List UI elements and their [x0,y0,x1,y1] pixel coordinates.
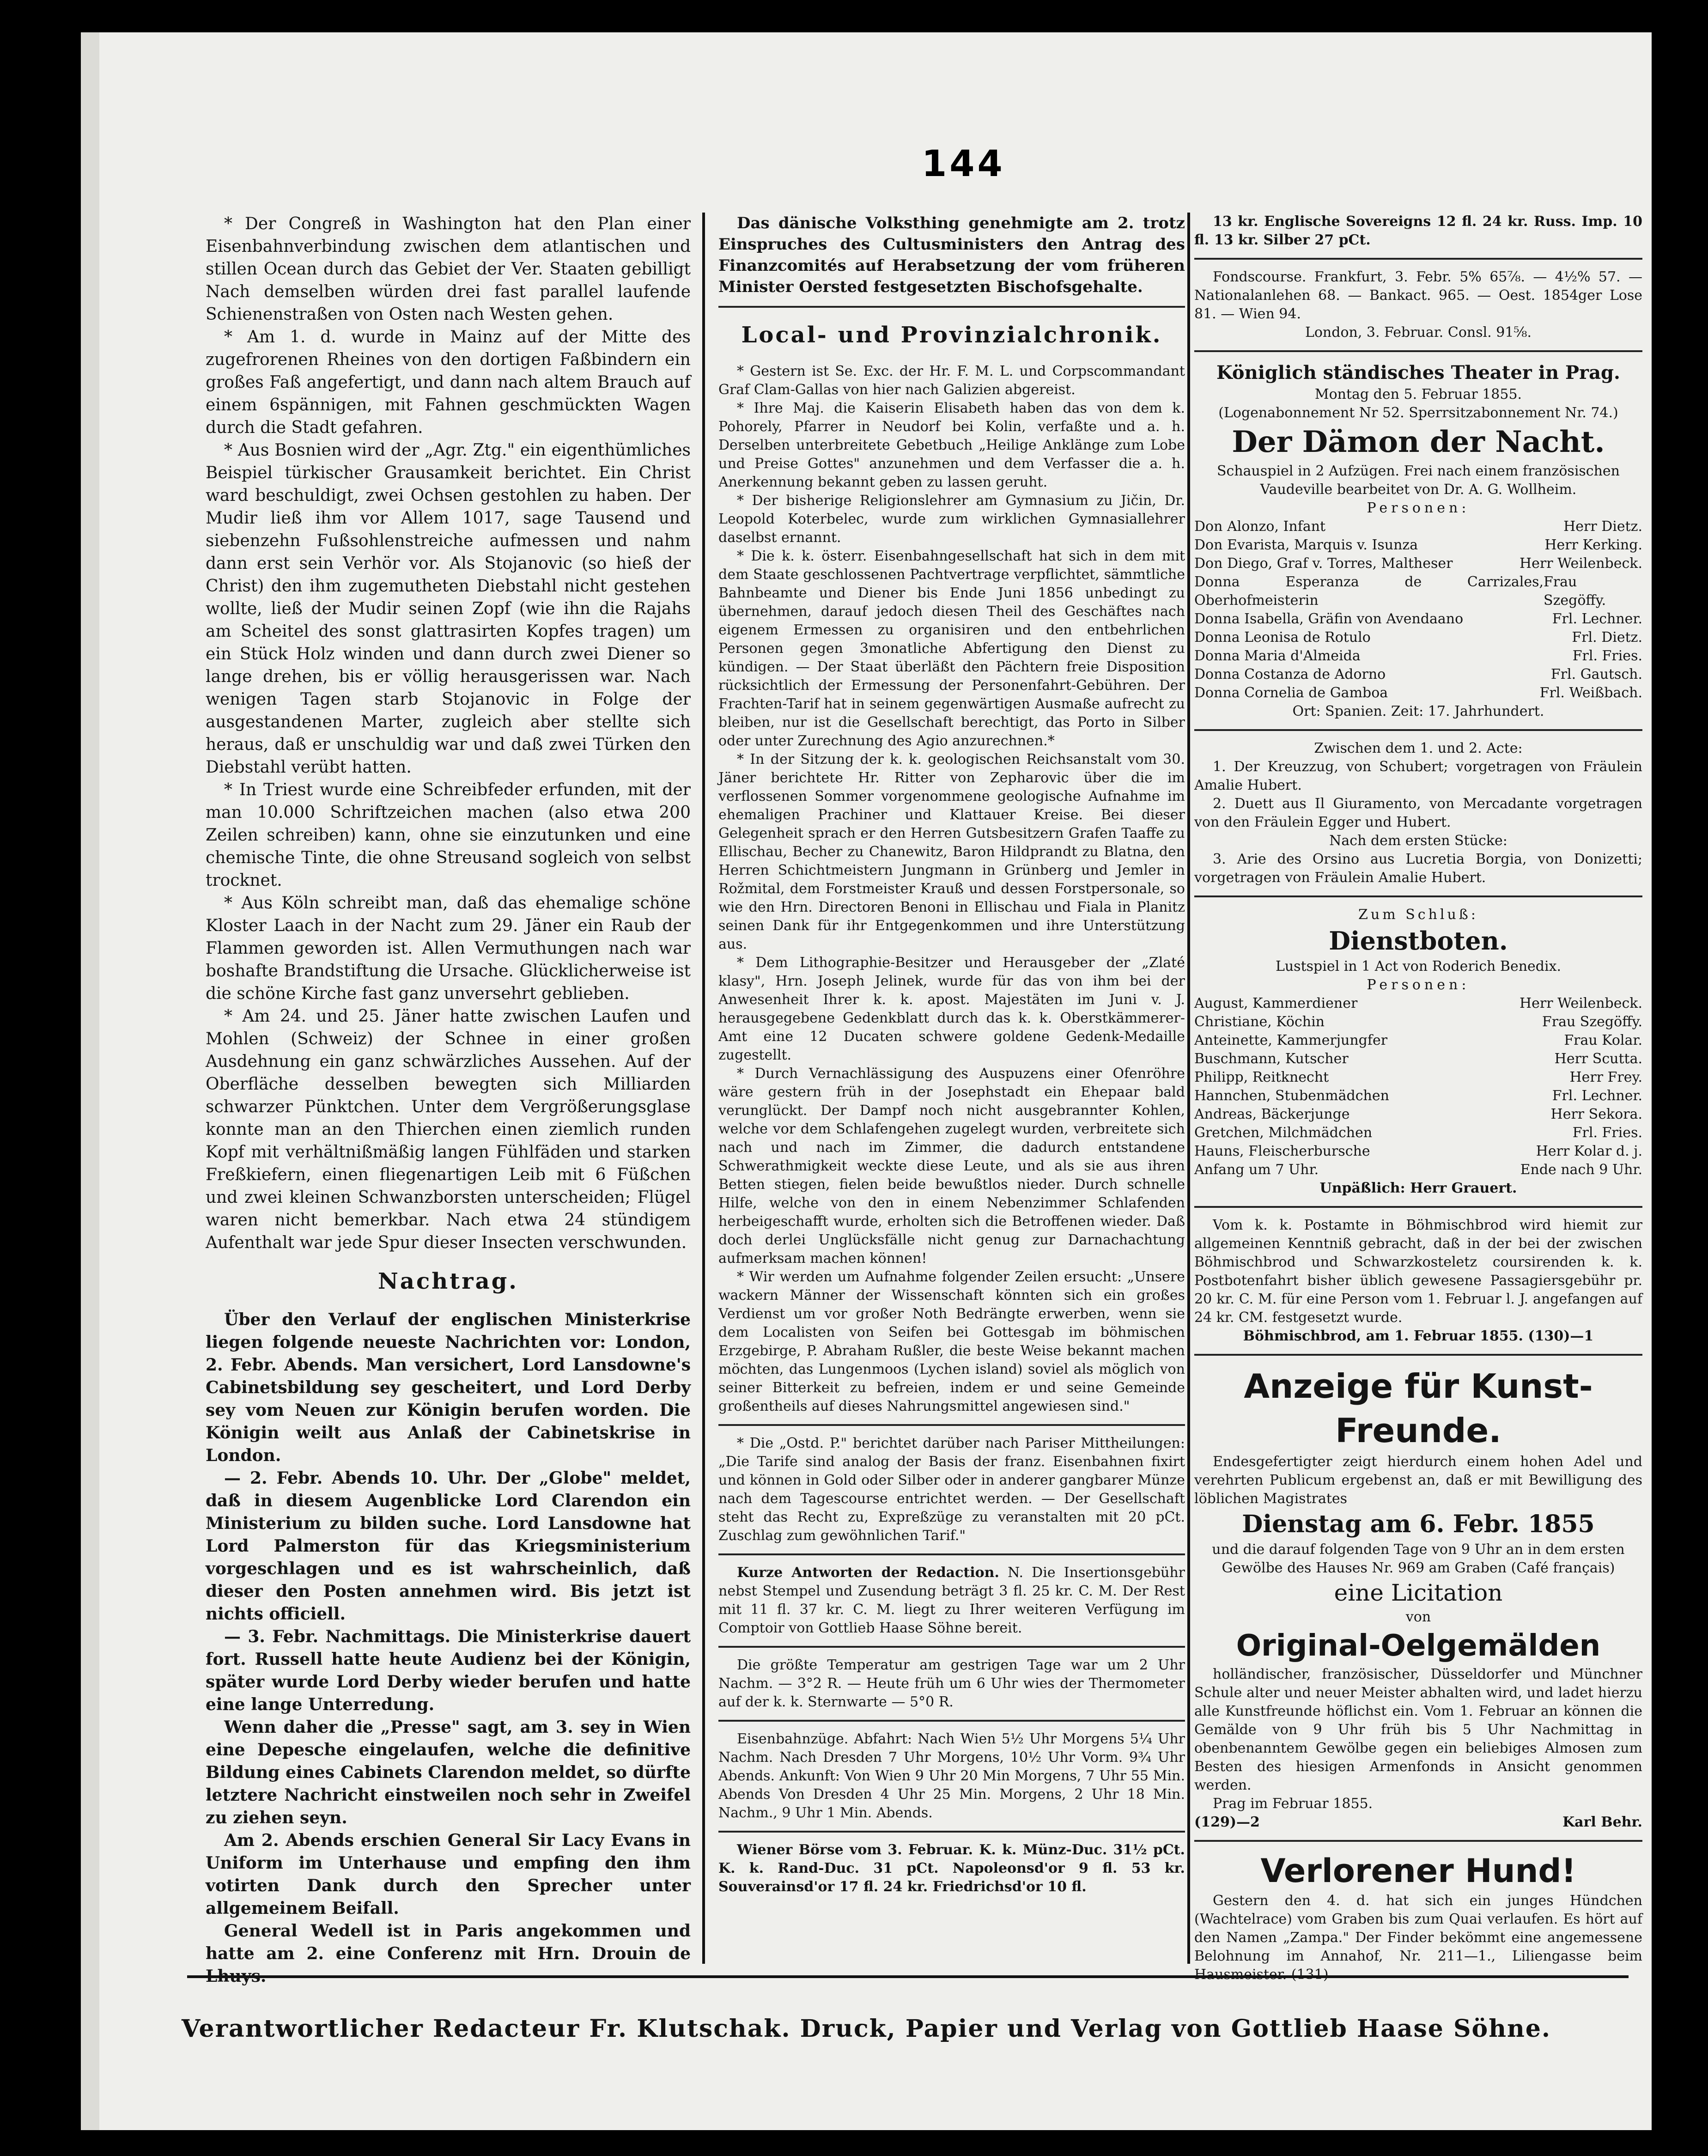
cast-row [1194,1031,1642,1050]
actor: Frl. Dietz. [1572,629,1642,646]
intro-article: Das dänische Volksthing genehmigte am 2. trotz Einspruches des Cultusministers den Antrag des Finanzcomités auf Herabsetzung der vom früheren Minister Oersted festgesetzten Bischofsgehalte. [718,214,1185,296]
cast-row [1194,665,1642,684]
cast-row [1194,628,1642,647]
divider [1194,729,1642,731]
licitation-label: eine Licitation [1334,1579,1503,1606]
cast-row [1194,518,1642,536]
divider [1194,1206,1642,1208]
art-auction-location: und die darauf folgenden Tage von 9 Uhr an in dem ersten Gewölbe des Hauses Nr. 969 am Graben (Café français) [1212,1541,1625,1576]
role: Donna Cornelia de Gamboa [1194,685,1388,701]
column-3 [1194,213,1642,1984]
setting: Ort: Spanien. Zeit: 17. Jahrhundert. [1292,703,1544,719]
cast-row [1194,1161,1642,1179]
cast-row [1194,1050,1642,1068]
divider [1194,350,1642,352]
actor: Herr Weilenbeck. [1519,995,1642,1011]
art-auction-place: Prag im Februar 1855. [1213,1796,1373,1812]
newspaper-page [81,32,1652,2130]
article: * Am 24. und 25. Jäner hatte zwischen Laufen und Mohlen (Schweiz) der Schnee in einer großen Ausdehnung ein ganz schwärzliches Aussehen. Auf der Oberfläche desselben bewegten sich Milliarden schwarzer Pünktchen. Unter dem Vergrößerungsglase konnte man an den Thierchen einen ziemlich runden Kopf mit verhältnißmäßig langen Fühlfäden und starken Freßkiefern, einen fliegenartigen Leib mit 6 Füßchen und zwei kleinen Schwanzborsten unterscheiden; Flügel waren nicht bemerkbar. Nach etwa 24 stündigem Aufenthalt war jede Spur dieser Insecten verschwunden. [206,1007,691,1252]
lost-dog-heading: Verlorener Hund! [1260,1852,1576,1890]
nachtrag-paragraph: Über den Verlauf der englischen Ministerkrise liegen folgende neueste Nachrichten vor: London, 2. Febr. Abends. Man versichert, Lord Lansdowne's Cabinetsbildung sey gescheitert, und Lord Derby sey vom Neuen zur Königin berufen worden. Die Königin weilt aus Anlaß der Cabinetskrise in London. [206,1310,691,1465]
role: Gretchen, Milchmädchen [1194,1125,1373,1141]
role: Don Alonzo, Infant [1194,518,1326,535]
cast-list-2 [1194,994,1642,1179]
nachtrag-paragraph: — 2. Febr. Abends 10. Uhr. Der „Globe" meldet, daß in diesem Augenblicke Lord Clarendon ein Ministerium zu bilden suche. Lord Lansdowne hat Lord Palmerston für das Kriegsministerium vorgeschlagen und es ist wahrscheinlich, daß dieser den Posten annehmen wird. Bis jetzt ist nichts officiell. [206,1468,691,1624]
article: * In der Sitzung der k. k. geologischen Reichsanstalt vom 30. Jäner berichtete Hr. Ritter von Zepharovic über die im verflossenen Sommer vorgenommene geologische Aufnahme im ehemaligen Prachiner und Klattauer Kreise. Bei dieser Gelegenheit sprach er den Herren Gutsbesitzern Grafen Taaffe zu Ellischau, Becher zu Chanewitz, Baron Hildprandt zu Blatna, den Herren Schichtmeistern Jungmann in Grünberg und Jemler in Rožmital, dem Forstmeister Krauß und dessen Forstpersonale, so wie den Hrn. Directoren Benoni in Ellischau und Fiala in Planitz seinen Dank für ihr Entgegenkommen und ihre Unterstützung aus. [718,751,1185,952]
divider [718,306,1185,308]
interlude-item: 2. Duett aus Il Giuramento, von Mercadante vorgetragen von den Fräulein Egger und Hubert. [1194,796,1642,830]
article: * Aus Bosnien wird der „Agr. Ztg." ein eigenthümliches Beispiel türkischer Grausamkeit berichtet. Ein Christ ward beschuldigt, zwei Ochsen gestohlen zu haben. Der Mudir ließ ihm vor Allem 1017, sage Tausend und siebenzehn Fußsohlenstreiche aufmessen und nahm dann erst sein Verhör vor. Als Stojanovic (so hieß der Christ) den ihm zugemutheten Diebstahl nicht gestehen wollte, ließ der Mudir seinen Zopf (wie ihn die Rajahs am Scheitel des sonst glattrasirten Kopfes tragen) um ein Stück Holz winden und dann durch zwei Diener so lange drehen, bis er völlig herausgerissen war. Nach wenigen Tagen starb Stojanovic in Folge der ausgestandenen Marter, zugleich aber stellte sich heraus, daß er unschuldig war und daß zwei Türken den Diebstahl verübt hatten. [206,441,691,777]
theater-subscription: (Logenabonnement Nr 52. Sperrsitzabonnement Nr. 74.) [1218,405,1618,421]
cast-row [1194,1142,1642,1161]
cast-row [1194,573,1642,610]
theater-heading: Königlich ständisches Theater in Prag. [1216,362,1620,384]
railway-schedule: Eisenbahnzüge. Abfahrt: Nach Wien 5½ Uhr Morgens 5¼ Uhr Nachm. Nach Dresden 7 Uhr Morgens, 10½ Uhr Vorm. 9¾ Uhr Abends. Ankunft: Von Wien 9 Uhr 20 Min Morgens, 7 Uhr 55 Min. Abends Von Dresden 4 Uhr 25 Min. Morgens, 2 Uhr 18 Min. Nachm., 9 Uhr 1 Min. Abends. [718,1731,1185,1821]
article: * Gestern ist Se. Exc. der Hr. F. M. L. und Corpscommandant Graf Clam-Gallas von hier nach Galizien abgereist. [718,363,1185,398]
divider [1194,258,1642,260]
scan-edge [81,32,99,2130]
oil-paintings-heading: Original-Oelgemälden [1236,1629,1601,1663]
cast-row [1194,994,1642,1013]
cast-row [1194,610,1642,628]
page-number: 144 [922,143,1005,185]
cast-row [1194,1105,1642,1124]
redaction-heading: Kurze Antworten der Redaction. [737,1565,999,1581]
cast-row [1194,1124,1642,1142]
actor: Herr Sekora. [1550,1106,1642,1122]
role: Christiane, Köchin [1194,1014,1325,1030]
column-2 [718,213,1185,1896]
cast-label: Personen: [1367,500,1470,516]
redaction-text: N. Die Insertionsgebühr nebst Stempel und Zusendung beträgt 3 fl. 25 kr. C. M. Der Rest mit 11 fl. 37 kr. C. M. liegt zu Ihrer weiteren Verfügung im Comptoir von Gottlieb Haase Söhne bereit. [718,1565,1185,1636]
role: August, Kammerdiener [1194,995,1358,1011]
article: * Durch Vernachlässigung des Auspuzens einer Ofenröhre wäre gestern früh in der Josephstadt ein Ehepaar bald verunglückt. Der Dampf noch nicht ausgebrannter Kohlen, welche vor dem Schlafengehen zugelegt wurden, verbreitete sich nach und nach im Zimmer, die dadurch entstandene Schwerathmigkeit weckte diese Leute, und als sie aus ihren Betten stiegen, fielen beide bewußtlos nieder. Durch schnelle Hilfe, welche von den in einem Nebenzimmer Schlafenden herbeigeschafft wurde, erholten sich die Betroffenen wieder. Daß doch derlei Unglücksfälle nicht genug zur Darnachachtung aufmerksam machen können! [718,1066,1185,1267]
divider [1194,895,1642,897]
play2-title: Dienstboten. [1329,926,1508,956]
nachtrag-paragraph: Am 2. Abends erschien General Sir Lacy Evans in Uniform im Unterhause und empfing den ihm votirten Dank durch den Sprecher unter allgemeinem Beifall. [206,1831,691,1918]
nachtrag-heading: Nachtrag. [378,1268,518,1294]
cast-row [1194,647,1642,665]
art-auction-signature [1194,1813,1642,1832]
cast-row [1194,1068,1642,1087]
role: Don Evarista, Marquis v. Isunza [1194,537,1418,553]
role: Philipp, Reitknecht [1194,1069,1329,1085]
london-courses: London, 3. Februar. Consl. 91⅝. [1305,324,1532,341]
cast-row [1194,536,1642,554]
column-rule-2 [1187,213,1190,1964]
role: Buschmann, Kutscher [1194,1051,1349,1067]
divider [718,1553,1185,1555]
role: Don Diego, Graf v. Torres, Maltheser [1194,555,1453,572]
article: * Ihre Maj. die Kaiserin Elisabeth haben das von dem k. Pohorely, Pfarrer in Neudorf bei Kolin, verfaßte und a. h. Derselben unterbreitete Gebetbuch „Heilige Anklänge zum Lobe und Preise Gottes" anzunehmen und dem Verfasser die a. h. Anerkennung bekannt geben zu lassen geruht. [718,400,1185,490]
interlude-item: Nach dem ersten Stücke: [1329,833,1507,849]
article: * Am 1. d. wurde in Mainz auf der Mitte des zugefrorenen Rheines von den dortigen Faßbindern ein großes Faß angefertigt, und dann nach altem Brauch auf einem 6spännigen, mit Fahnen geschmückten Wagen durch die Stadt gefahren. [206,328,691,437]
theater-date: Montag den 5. Februar 1855. [1314,386,1522,402]
actor: Frl. Lechner. [1552,611,1642,627]
interlude-item: 3. Arie des Orsino aus Lucretia Borgia, von Donizetti; vorgetragen von Fräulein Amalie Hubert. [1194,851,1642,886]
post-office-signature: Böhmischbrod, am 1. Februar 1855. (130)—1 [1243,1328,1594,1344]
role: Donna Leonisa de Rotulo [1194,629,1371,646]
indisposed-note: Unpäßlich: Herr Grauert. [1319,1180,1517,1196]
article: * Die „Ostd. P." berichtet darüber nach Pariser Mittheilungen: „Die Tarife sind analog der Basis der franz. Eisenbahnen fixirt und können in Gold oder Silber oder in anderer gangbarer Münze nach dem Tagescourse entrichtet werden. — Der Gesellschaft steht das Recht zu, Expreßzüge zu veranstalten mit 20 pCt. Zuschlag zum gewöhnlichen Tarif." [718,1435,1185,1544]
actor: Herr Scutta. [1554,1051,1642,1067]
divider [1194,1840,1642,1842]
actor: Herr Dietz. [1563,518,1642,535]
role: Hauns, Fleischerbursche [1194,1143,1370,1159]
stock-exchange: Wiener Börse vom 3. Februar. K. k. Münz-Duc. 31½ pCt. K. k. Rand-Duc. 31 pCt. Napoleonsd'or 9 fl. 53 kr. Souverainsd'or 17 fl. 24 kr. Friedrichsd'or 10 fl. [718,1842,1185,1895]
nachtrag-paragraph: Wenn daher die „Presse" sagt, am 3. sey in Wien eine Depesche eingelaufen, welche die definitive Bildung eines Cabinets Clarendon meldet, so dürfte letztere Nachricht einstweilen noch sehr in Zweifel zu ziehen seyn. [206,1717,691,1827]
local-chronicle-heading: Local- und Provinzialchronik. [741,322,1162,348]
actor: Herr Weilenbeck. [1519,555,1642,572]
actor: Frl. Gautsch. [1550,666,1642,682]
cast-label: Personen: [1367,977,1470,993]
art-auction-details: holländischer, französischer, Düsseldorfer und Münchner Schule alter und neuer Meister abhalten wird, und ladet hierzu alle Kunstfreunde höflichst ein. Vom 1. Februar an können die Gemälde von 9 Uhr früh bis 5 Uhr Nachmittag in obenbenanntem Gewölbe gegen ein beliebiges Almosen zum Besten des hiesigen Armenfonds in Ansicht genommen werden. [1194,1666,1642,1793]
play-subtitle: Schauspiel in 2 Aufzügen. Frei nach einem französischen Vaudeville bearbeitet von Dr. A. G. Wollheim. [1216,463,1620,498]
article: * Dem Lithographie-Besitzer und Herausgeber der „Zlaté klasy", Hrn. Joseph Jelinek, wurde für das von ihm bei der Anwesenheit Ihrer k. k. apost. Majestäten im Juni v. J. herausgegebene Gedenkblatt durch das k. k. Oberstkämmerer-Amt eine 12 Ducaten schwere goldene Gedenk-Medaille zugestellt. [718,955,1185,1063]
actor: Frl. Weißbach. [1539,685,1642,701]
imprint-footer: Verantwortlicher Redacteur Fr. Klutschak. Druck, Papier und Verlag von Gottlieb Haase Söhne. [181,2015,1551,2043]
art-auction-date: Dienstag am 6. Febr. 1855 [1242,1510,1595,1538]
von-label: von [1405,1609,1431,1625]
ad-signer: Karl Behr. [1562,1814,1642,1830]
column-1 [206,213,691,1988]
divider [1194,1354,1642,1356]
interlude-label: Zwischen dem 1. und 2. Acte: [1314,740,1523,756]
ad-number: (129)—2 [1194,1814,1260,1830]
actor: Herr Kolar d. j. [1536,1143,1642,1159]
art-auction-text: Endesgefertigter zeigt hierdurch einem hohen Adel und verehrten Publicum ergebenst an, daß er mit Bewilligung des löblichen Magistrates [1194,1454,1642,1507]
actor: Frau Kolar. [1564,1032,1642,1048]
play-title: Der Dämon der Nacht. [1232,425,1605,459]
end-time: Ende nach 9 Uhr. [1520,1162,1642,1178]
actor: Herr Kerking. [1544,537,1642,553]
play2-subtitle: Lustspiel in 1 Act von Roderich Benedix. [1275,958,1562,974]
role: Donna Maria d'Almeida [1194,648,1361,664]
article: * Aus Köln schreibt man, daß das ehemalige schöne Kloster Laach in der Nacht zum 29. Jäner ein Raub der Flammen geworden ist. Allen Vermuthungen nach war boshafte Brandstiftung die Ursache. Glücklicherweise ist die schöne Kirche fast ganz unversehrt geblieben. [206,894,691,1003]
cast-row [1194,1013,1642,1031]
actor: Frau Szegöffy. [1544,574,1606,609]
art-auction-heading: Anzeige für Kunst-Freunde. [1244,1367,1593,1450]
cast-row [1194,554,1642,573]
divider [718,1646,1185,1648]
divider [718,1720,1185,1722]
role: Donna Isabella, Gräfin von Avendaano [1194,611,1464,627]
role: Donna Esperanza de Carrizales, Oberhofmeisterin [1194,574,1544,609]
fund-courses: Fondscourse. Frankfurt, 3. Febr. 5% 65⅞. — 4½% 57. — Nationalanlehen 68. — Bankact. 965. — Oest. 1854ger Lose 81. — Wien 94. [1194,269,1642,322]
role: Andreas, Bäckerjunge [1194,1106,1350,1122]
article: * Wir werden um Aufnahme folgender Zeilen ersucht: „Unsere wackern Männer der Wissenschaft könnten sich ein großes Verdienst um vor großer Noth Bedrängte erwerben, wenn sie dem Localisten von Seifen bei Gottesgab im böhmischen Erzgebirge, P. Abraham Rußler, die beste Weise bekannt machen möchten, das Lungenmoos (Lychen island) soviel als möglich von seiner Bitterkeit zu befreien, indem er und seine Gemeinde großentheils auf dieses Nahrungsmittel angewiesen sind." [718,1269,1185,1414]
actor: Frl. Fries. [1572,648,1642,664]
finale-label: Zum Schluß: [1358,907,1478,923]
article: * In Triest wurde eine Schreibfeder erfunden, mit der man 10.000 Schriftzeichen machen (also etwa 200 Zeilen schreiben) kann, ohne sie einzutunken und eine chemische Tinte, die ohne Streusand sogleich von selbst trocknet. [206,780,691,890]
role: Donna Costanza de Adorno [1194,666,1386,682]
post-office-notice: Vom k. k. Postamte in Böhmischbrod wird hiemit zur allgemeinen Kenntniß gebracht, daß in der bei der zwischen Böhmischbrod und Schwarzkosteletz coursirenden k. k. Postbotenfahrt bisher üblich gewesene Passagiersgebühr pr. 20 kr. C. M. für eine Person vom 1. Februar l. J. angefangen auf 24 kr. CM. festgesetzt wurde. [1194,1217,1642,1326]
interlude-item: 1. Der Kreuzzug, von Schubert; vorgetragen von Fräulein Amalie Hubert. [1194,759,1642,793]
divider [718,1831,1185,1833]
actor: Frl. Fries. [1572,1125,1642,1141]
stock-exchange-continued: 13 kr. Englische Sovereigns 12 fl. 24 kr. Russ. Imp. 10 fl. 13 kr. Silber 27 pCt. [1194,213,1642,248]
actor: Herr Frey. [1569,1069,1642,1085]
cast-row [1194,1087,1642,1105]
actor: Frl. Lechner. [1552,1088,1642,1104]
nachtrag-paragraph: General Wedell ist in Paris angekommen und hatte am 2. eine Conferenz mit Hrn. Drouin de Lhuys. [206,1921,691,1986]
article: * Die k. k. österr. Eisenbahngesellschaft hat sich in dem mit dem Staate geschlossenen Pachtvertrage verpflichtet, sämmtliche Bahnbeamte und Diener bis Ende Juni 1856 unbedingt zu übernehmen, darauf jedoch diesen Theil des Geschäftes nach eigenem Ermessen zu organisiren und den entbehrlichen Personen gegen 3monatliche Abfertigung den Dienst zu kündigen. — Der Staat überläßt den Pächtern freie Disposition rücksichtlich der Ermessung der Personenfahrt-Gebühren. Der Frachten-Tarif hat in seinem gegenwärtigen Ausmaße aufrecht zu bleiben, nur ist die Gesellschaft berechtigt, das Porto in Silber oder unter Zurechnung des Agio anzurechnen.* [718,548,1185,749]
role: Anteinette, Kammerjungfer [1194,1032,1388,1048]
cast-row [1194,684,1642,702]
column-rule-1 [702,213,705,1964]
cast-list [1194,518,1642,702]
start-time: Anfang um 7 Uhr. [1194,1162,1319,1178]
article: * Der Congreß in Washington hat den Plan einer Eisenbahnverbindung zwischen dem atlantischen und stillen Ocean durch das Gebiet der Ver. Staaten gebilligt Nach demselben würden drei fast parallel laufende Schienenstraßen von Osten nach Westen gehen. [206,214,691,324]
article: * Der bisherige Religionslehrer am Gymnasium zu Jičin, Dr. Leopold Koterbelec, wurde zum wirklichen Gymnasiallehrer daselbst ernannt. [718,493,1185,546]
temperature-note: Die größte Temperatur am gestrigen Tage war um 2 Uhr Nachm. — 3°2 R. — Heute früh um 6 Uhr wies der Thermometer auf der k. k. Sternwarte — 5°0 R. [718,1657,1185,1710]
role: Hannchen, Stubenmädchen [1194,1088,1389,1104]
lost-dog-text: Gestern den 4. d. hat sich ein junges Hündchen (Wachtelrace) vom Graben bis zum Quai verlaufen. Es hört auf den Namen „Zampa." Der Finder bekömmt eine angemessene Belohnung im Annahof, Nr. 211—1., Liliengasse beim Hausmeister. (131) [1194,1893,1642,1983]
actor: Frau Szegöffy. [1542,1014,1642,1030]
nachtrag-paragraph: — 3. Febr. Nachmittags. Die Ministerkrise dauert fort. Russell hatte heute Audienz bei der Königin, später wurde Lord Derby wieder berufen und hatte eine lange Unterredung. [206,1627,691,1714]
divider [718,1424,1185,1426]
